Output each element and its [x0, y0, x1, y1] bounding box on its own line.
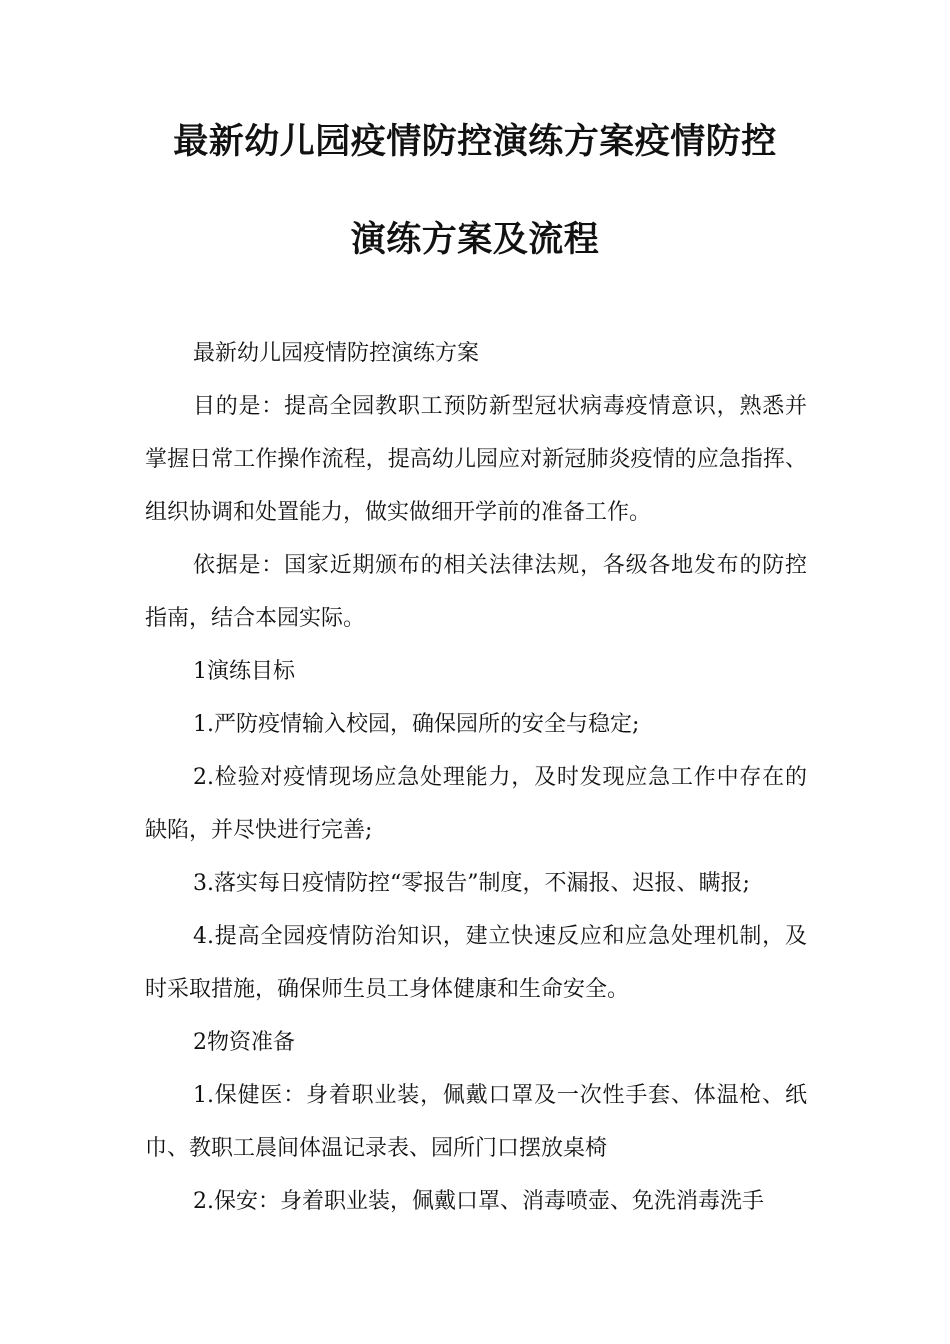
section-heading-drill-goals: 1演练目标 — [193, 659, 295, 684]
document-title-line-1: 最新幼儿园疫情防控演练方案疫情防控 — [173, 122, 777, 162]
paragraph-subtitle: 最新幼儿园疫情防控演练方案 — [193, 341, 480, 366]
document-title-line-2: 演练方案及流程 — [350, 220, 600, 260]
paragraph-basis: 依据是：国家近期颁布的相关法律法规，各级各地发布的防控指南，结合本园实际。 — [145, 553, 807, 631]
section-heading-materials: 2物资准备 — [193, 1030, 295, 1055]
paragraph-goal-2: 2.检验对疫情现场应急处理能力，及时发现应急工作中存在的缺陷，并尽快进行完善; — [145, 765, 807, 843]
paragraph-goal-3: 3.落实每日疫情防控“零报告”制度，不漏报、迟报、瞒报; — [193, 871, 750, 896]
paragraph-material-1: 1.保健医：身着职业装，佩戴口罩及一次性手套、体温枪、纸巾、教职工晨间体温记录表、园所门口摆放桌椅 — [145, 1083, 807, 1161]
paragraph-purpose: 目的是：提高全园教职工预防新型冠状病毒疫情意识，熟悉并掌握日常工作操作流程，提高幼儿园应对新冠肺炎疫情的应急指挥、组织协调和处置能力，做实做细开学前的准备工作。 — [145, 394, 807, 525]
paragraph-material-2: 2.保安：身着职业装，佩戴口罩、消毒喷壶、免洗消毒洗手 — [193, 1189, 764, 1214]
paragraph-goal-1: 1.严防疫情输入校园，确保园所的安全与稳定; — [193, 712, 640, 737]
paragraph-goal-4: 4.提高全园疫情防治知识，建立快速反应和应急处理机制，及时采取措施，确保师生员工身体健康和生命安全。 — [145, 924, 807, 1002]
document-body — [145, 327, 807, 1228]
